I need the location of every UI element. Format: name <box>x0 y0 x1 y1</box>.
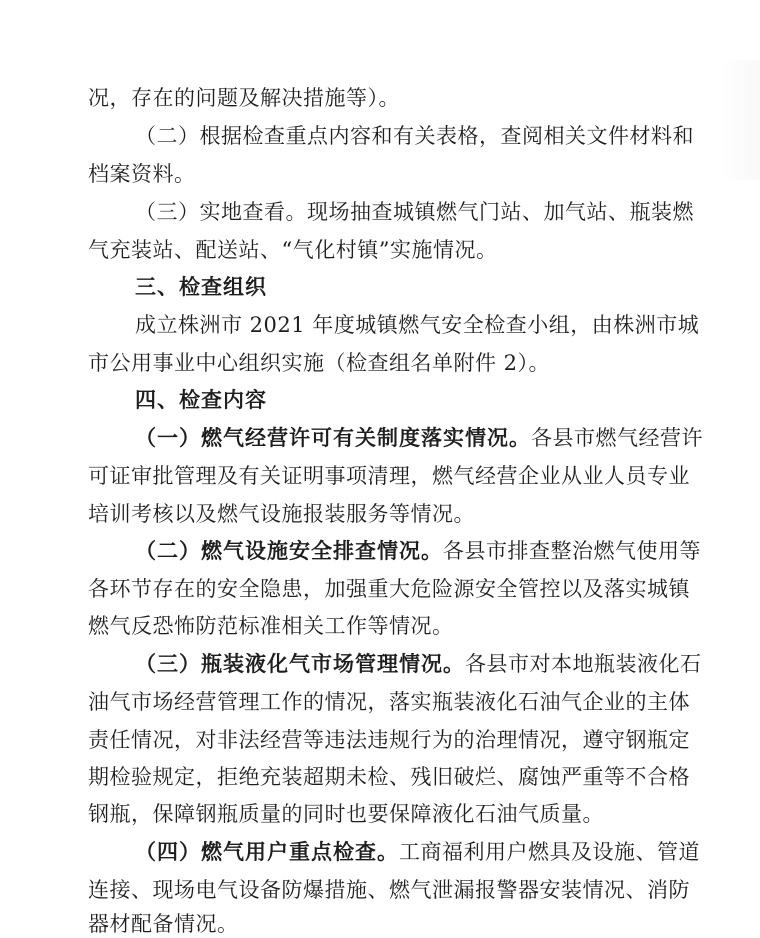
line-bold-lead: （三）瓶装液化气市场管理情况。 <box>135 652 465 676</box>
line-bold-lead: （一）燃气经营许可有关制度落实情况。 <box>135 426 531 450</box>
line-bold-lead: （二）燃气设施安全排查情况。 <box>135 539 443 563</box>
paragraph-line <box>88 800 760 828</box>
line-text: （三）实地查看。现场抽查城镇燃气门站、加气站、瓶装燃 <box>135 200 694 224</box>
line-text: 培训考核以及燃气设施报装服务等情况。 <box>88 502 475 526</box>
paragraph-line <box>88 349 760 377</box>
paragraph-line <box>88 575 760 603</box>
line-text: 器材配备情况。 <box>88 912 239 936</box>
line-text: 各环节存在的安全隐患，加强重大危险源安全管控以及落实城镇 <box>88 577 690 601</box>
paragraph-line <box>88 910 760 938</box>
paragraph-line <box>88 500 760 528</box>
paragraph-line <box>88 84 760 112</box>
paragraph-line <box>88 236 760 264</box>
section-heading <box>135 273 760 301</box>
line-text: 档案资料。 <box>88 162 196 186</box>
line-bold-lead: （四）燃气用户重点检查。 <box>135 840 399 864</box>
line-text: 气充装站、配送站、“气化村镇”实施情况。 <box>88 238 498 262</box>
paragraph-line <box>88 688 760 716</box>
paragraph-line <box>88 462 760 490</box>
paragraph-line <box>135 424 760 452</box>
paragraph-line <box>88 876 760 904</box>
heading-text: 三、检查组织 <box>135 275 267 299</box>
paragraph-line <box>88 160 760 188</box>
paragraph-line <box>135 650 760 678</box>
line-text: 油气市场经营管理工作的情况，落实瓶装液化石油气企业的主体 <box>88 690 690 714</box>
line-text: 市公用事业中心组织实施（检查组名单附件 2）。 <box>88 351 551 375</box>
line-text: 期检验规定，拒绝充装超期未检、残旧破烂、腐蚀严重等不合格 <box>88 765 690 789</box>
paragraph-line <box>135 838 760 866</box>
line-text: 况，存在的问题及解决措施等）。 <box>88 86 400 110</box>
paragraph-line <box>135 122 760 150</box>
paragraph-line <box>88 763 760 791</box>
paragraph-line <box>135 198 760 226</box>
paragraph-line <box>88 612 760 640</box>
paragraph-line <box>88 726 760 754</box>
heading-text: 四、检查内容 <box>135 388 267 412</box>
line-text: 各县市排查整治燃气使用等 <box>443 539 701 563</box>
section-heading <box>135 386 760 414</box>
line-text: 燃气反恐怖防范标准相关工作等情况。 <box>88 614 454 638</box>
line-text: 可证审批管理及有关证明事项清理，燃气经营企业从业人员专业 <box>88 464 690 488</box>
line-text: 各县市对本地瓶装液化石 <box>465 652 702 676</box>
line-text: 责任情况，对非法经营等违法违规行为的治理情况，遵守钢瓶定 <box>88 728 690 752</box>
line-text: 各县市燃气经营许 <box>531 426 703 450</box>
line-text: 钢瓶，保障钢瓶质量的同时也要保障液化石油气质量。 <box>88 802 604 826</box>
paragraph-line <box>135 537 760 565</box>
paragraph-line <box>135 311 760 339</box>
line-text: 成立株洲市 2021 年度城镇燃气安全检查小组，由株洲市城 <box>135 313 700 337</box>
line-text: （二）根据检查重点内容和有关表格，查阅相关文件材料和 <box>135 124 694 148</box>
line-text: 连接、现场电气设备防爆措施、燃气泄漏报警器安装情况、消防 <box>88 878 690 902</box>
line-text: 工商福利用户燃具及设施、管道 <box>399 840 700 864</box>
